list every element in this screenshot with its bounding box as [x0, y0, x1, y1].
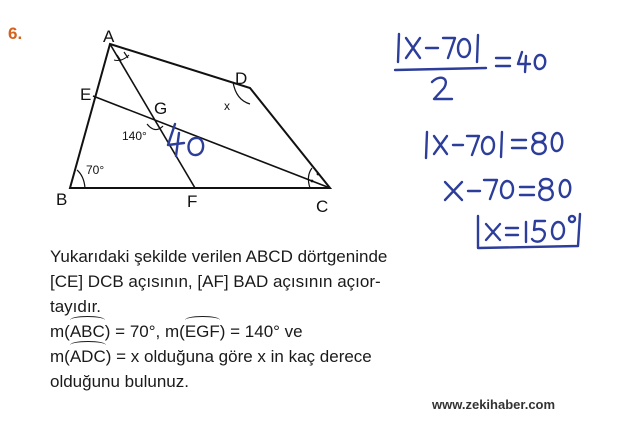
- problem-line-1: [50, 244, 550, 269]
- angle-egf-label: 140°: [122, 129, 147, 143]
- angle-abc-label: 70°: [86, 163, 105, 177]
- handwritten-step-2: [426, 132, 562, 158]
- angle-adc-label: x: [224, 99, 230, 113]
- point-d-label: D: [235, 69, 248, 88]
- point-e-label: E: [80, 85, 92, 104]
- problem-text-line1: Yukarıdaki şekilde verilen ABCD dörtgeninde: [50, 247, 388, 266]
- quadrilateral-abcd: [70, 44, 330, 188]
- bisector-af: [110, 44, 195, 188]
- point-f-label: F: [187, 192, 198, 211]
- angle-arc-b: [77, 170, 85, 188]
- segment-ce: [CE]: [50, 272, 84, 291]
- point-a-label: A: [103, 27, 115, 46]
- angle-dot-c2: [317, 173, 320, 176]
- point-c-label: C: [316, 197, 329, 216]
- problem-line-6: [50, 369, 550, 394]
- angle-abc-notation: ABC: [70, 319, 105, 344]
- problem-text-line2b: DCB açısının,: [83, 272, 198, 291]
- measure-suffix-2: ) = 140° ve: [219, 322, 303, 341]
- point-g-label: G: [154, 99, 168, 118]
- point-b-label: B: [56, 190, 68, 209]
- angle-dot-c1: [311, 180, 314, 183]
- angle-egf-notation: EGF: [185, 319, 220, 344]
- handwritten-step-3: [445, 179, 570, 200]
- question-number: 6.: [8, 24, 23, 43]
- measure-prefix-3: m(: [50, 347, 70, 366]
- watermark: www.zekihaber.com: [432, 397, 556, 412]
- measure-prefix: m(: [50, 322, 70, 341]
- problem-line-4: [50, 319, 550, 344]
- problem-line-3: [50, 294, 550, 319]
- problem-text-line6: olduğunu bulunuz.: [50, 372, 189, 391]
- problem-text: [50, 244, 550, 394]
- measure-suffix-3: ) = x olduğuna göre x in kaç derece: [105, 347, 372, 366]
- angle-arc-c: [308, 168, 312, 188]
- angle-adc-notation: ADC: [70, 344, 106, 369]
- measure-suffix-1: ) = 70°, m(: [104, 322, 185, 341]
- problem-line-5: [50, 344, 550, 369]
- problem-line-2: [50, 269, 550, 294]
- handwritten-step-4: [478, 214, 580, 248]
- problem-text-line2d: BAD açısının açıor-: [228, 272, 381, 291]
- segment-af: [AF]: [197, 272, 229, 291]
- problem-text-line3: tayıdır.: [50, 297, 102, 316]
- handwritten-step-1: [395, 34, 545, 99]
